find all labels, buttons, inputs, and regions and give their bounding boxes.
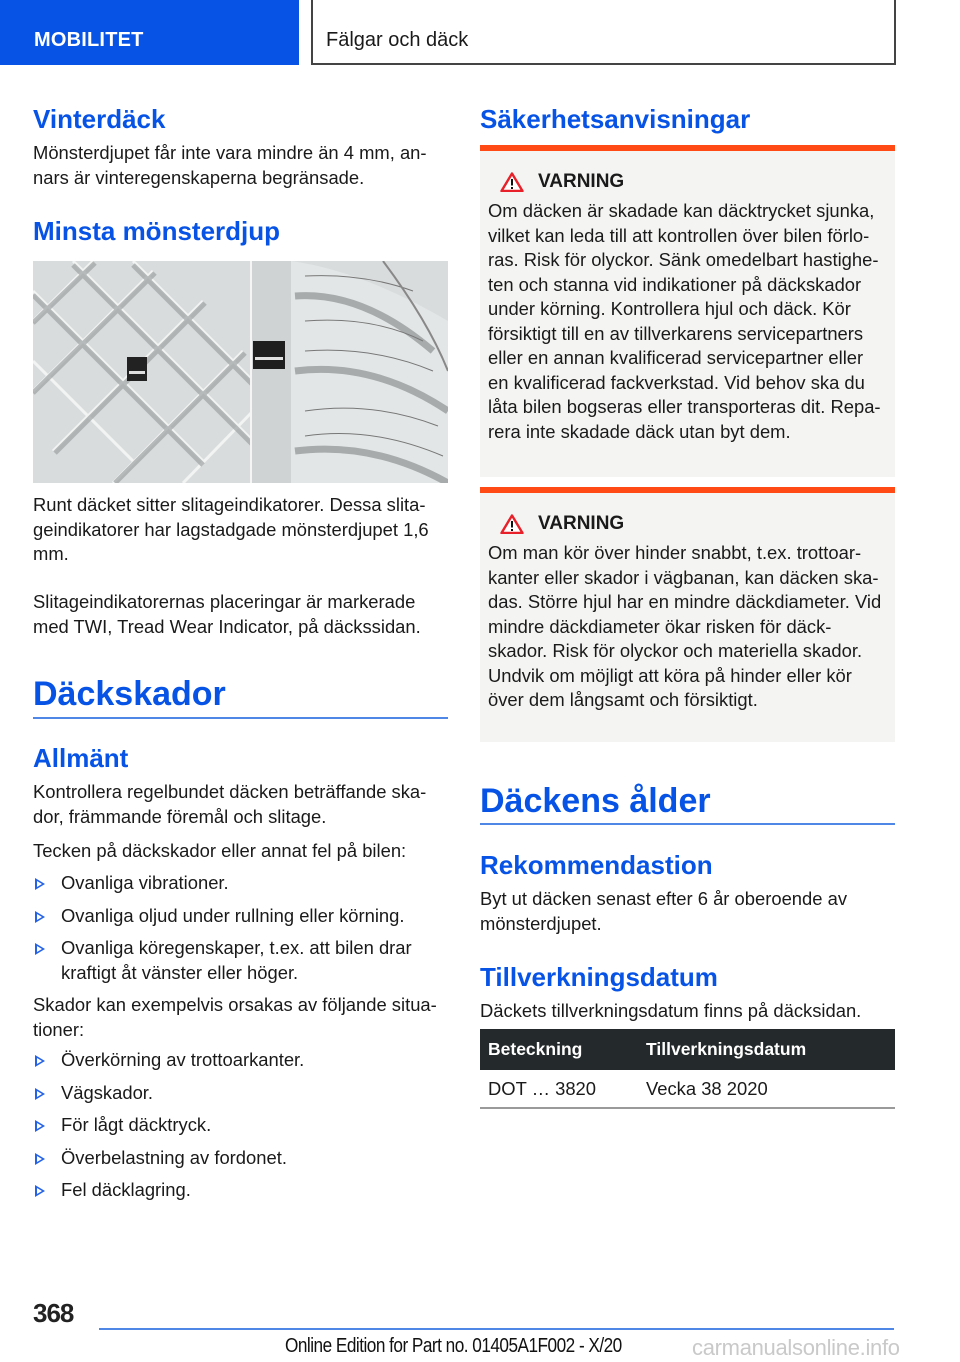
wear-indicator-marker	[253, 341, 285, 369]
vinterdack-text: Mönsterdjupet får inte vara mindre än 4 mm, an-nars är vinteregenskaperna begränsade.	[33, 142, 427, 188]
heading-dackskador: Däckskador	[33, 675, 226, 713]
watermark: carmanualsonline.info	[692, 1335, 900, 1360]
table-row	[480, 1070, 895, 1108]
table-header: Tillverkningsdatum	[638, 1029, 895, 1070]
warning-label: VARNING	[538, 513, 625, 534]
twi-text: Slitageindikatorernas placeringar är markerade med TWI, Tread Wear Indicator, på däckssidan.	[33, 591, 421, 637]
causes-list	[33, 1048, 448, 1211]
page-number: 368	[33, 1298, 74, 1328]
heading-vinterdack: Vinterdäck	[33, 104, 166, 134]
tire-tread-illustration	[33, 261, 448, 483]
warning-box	[480, 487, 895, 742]
heading-rekommendation: Rekommendastion	[480, 850, 713, 880]
causes-intro: Skador kan exempelvis orsakas av följande situa-tioner:	[33, 994, 437, 1040]
manufacturing-text: Däckets tillverkningsdatum finns på däcksidan.	[480, 1000, 862, 1021]
table-header: Beteckning	[480, 1029, 638, 1070]
list-item: Ovanliga köregenskaper, t.ex. att bilen drar kraftigt åt vänster eller höger.	[33, 936, 448, 985]
warning-text: Om man kör över hinder snabbt, t.ex. trottoar-kanter eller skador i vägbanan, kan däcken ska-das. Större hjul har en mindre däckdiameter. Vid mindre däckdiameter ökar risken för däck-skador. Risk för olyckor och materiella skador. Undvik om möjligt att köra på hinder eller kör över dem långsamt och försiktigt.	[488, 542, 882, 710]
heading-sakerhetsanvisningar: Säkerhetsanvisningar	[480, 104, 751, 134]
chapter-title: Fälgar och däck	[311, 0, 896, 65]
warning-triangle-icon	[500, 172, 524, 192]
heading-rule	[480, 823, 895, 825]
recommendation-text: Byt ut däcken senast efter 6 år oberoende av mönsterdjupet.	[480, 888, 848, 934]
warning-triangle-icon	[500, 514, 524, 534]
wear-indicator-marker	[127, 357, 147, 381]
list-item: Ovanliga vibrationer.	[33, 871, 448, 896]
bullet-triangle-icon	[35, 911, 45, 923]
warning-label: VARNING	[538, 171, 625, 192]
list-item: Fel däcklagring.	[33, 1178, 448, 1203]
bullet-triangle-icon	[35, 1153, 45, 1165]
list-item: För lågt däcktryck.	[33, 1113, 448, 1138]
table-cell: DOT … 3820	[480, 1070, 638, 1108]
signs-intro: Tecken på däckskador eller annat fel på bilen:	[33, 840, 407, 861]
list-item: Ovanliga oljud under rullning eller körning.	[33, 904, 448, 929]
section-tab: MOBILITET	[0, 0, 299, 65]
warning-text: Om däcken är skadade kan däcktrycket sjunka, vilket kan leda till att kontrollen över bilen förlo-ras. Risk för olyckor. Sänk omedelbart hastighe-ten och stanna vid indikationer på däckskador under körning. Kontrollera hjul och däck. Kör försiktigt till en av tillverkarens servicepartners eller en annan kvalificerad servicepartner eller en kvalificerad fackverkstad. Vid behov ska du låta bilen bogseras eller transporteras dit. Repa-rera inte skadade däck utan byt dem.	[488, 200, 881, 442]
heading-tillverkningsdatum: Tillverkningsdatum	[480, 962, 718, 992]
bullet-triangle-icon	[35, 1120, 45, 1132]
bullet-triangle-icon	[35, 1088, 45, 1100]
heading-allmant: Allmänt	[33, 743, 129, 773]
list-item: Överbelastning av fordonet.	[33, 1146, 448, 1171]
signs-list	[33, 871, 448, 993]
dot-table	[480, 1029, 895, 1109]
footer-rule	[99, 1328, 894, 1330]
bullet-triangle-icon	[35, 1055, 45, 1067]
bullet-triangle-icon	[35, 1185, 45, 1197]
bullet-triangle-icon	[35, 878, 45, 890]
heading-minsta-monsterdjup: Minsta mönsterdjup	[33, 216, 281, 246]
wear-indicator-text: Runt däcket sitter slitageindikatorer. Dessa slita-geindikatorer har lagstadgade mönsterdjupet 1,6 mm.	[33, 494, 429, 564]
heading-dackens-alder: Däckens ålder	[480, 782, 711, 820]
list-item: Överkörning av trottoarkanter.	[33, 1048, 448, 1073]
list-item: Vägskador.	[33, 1081, 448, 1106]
table-cell: Vecka 38 2020	[638, 1070, 895, 1108]
warning-box	[480, 145, 895, 477]
heading-rule	[33, 717, 448, 719]
bullet-triangle-icon	[35, 943, 45, 955]
edition-text: Online Edition for Part no. 01405A1F002 - X/20	[285, 1335, 622, 1357]
allmant-text: Kontrollera regelbundet däcken beträffande ska-dor, främmande föremål och slitage.	[33, 781, 427, 827]
